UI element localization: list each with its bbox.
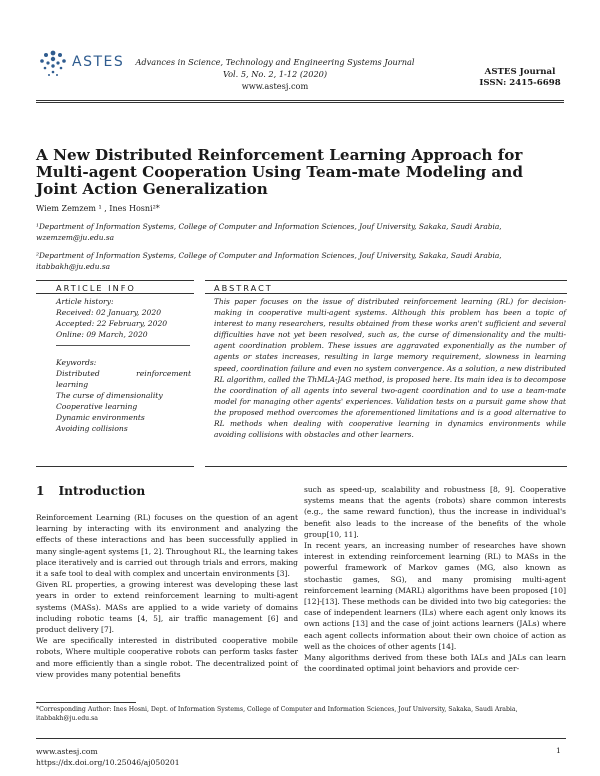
- issn-number: ISSN: 2415-6698: [479, 78, 561, 88]
- keyword-item: learning: [56, 380, 89, 389]
- body-column-right: [304, 484, 566, 674]
- paragraph: Given RL properties, a growing interest was developing these last years in order to extend reinforcement learning to multi-agent systems (MASs). MASs are applied to a wide variety of domains including robotic teams [4, 5], air traffic management [6] and product delivery [7].: [36, 580, 298, 635]
- paragraph: Many algorithms derived from these both IALs and JALs can learn the coordinated optimal joint behaviors and provide cer-: [304, 653, 566, 674]
- article-history: [56, 296, 191, 340]
- footer: [36, 746, 180, 768]
- keywords-label: Keywords:: [56, 358, 97, 367]
- received-date: Received: 02 January, 2020: [56, 308, 162, 317]
- header-rule-2: [36, 102, 564, 103]
- keyword-item: Avoiding collisions: [56, 424, 128, 433]
- paragraph: In recent years, an increasing number of researches have shown interest in extending reinforcement learning (RL) to MASs in the powerful framework of Markov games (MG, also known as stochastic games, SG), and many promising multi-agent reinforcement learning (MARL) algorithms have been proposed [10][12]-[13]. These methods can be divided into two big categories: the case of independent learners (ILs) where each agent only knows its own actions [13] and the case of joint actions learners (JALs) where each agent collects information about their own choice of action as well as the choices of other agents [14].: [304, 541, 566, 651]
- abstract-text: This paper focuses on the issue of distributed reinforcement learning (RL) for decision-making in cooperative multi-agent systems. Although this problem has been a topic of interest to many researchers, results obtained from these works aren't sufficient and several difficulties have not yet been resolved, such as, the curse of dimensionality and the multi-agent coordination problem. These issues are aggravated exponentially as the number of agents or states increases, resulting in large memory requirement, slowness in learning speed, coordination failure and even no system convergence. As a solution, a new distributed RL algorithm, called the ThMLA-JAG method, is proposed here. Its main idea is to decompose the coordination of all agents into several two-agent coordination and to use a team-mate model for managing other agents' experiences. Validation tests on a pursuit game show that the proposed method overcomes the aforementioned limitations and is a good alternative to RL methods when dealing with cooperative learning in dynamics environments while avoiding collisions with obstacles and other learners.: [214, 297, 566, 440]
- keyword-item: Dynamic environments: [56, 413, 145, 422]
- paragraph: Reinforcement Learning (RL) focuses on the question of an agent learning by interacting with its environment and analyzing the effects of these interactions and has been successfully applied in many single-agent systems [1, 2]. Throughout RL, the learning takes place iteratively and is carried out through trials and errors, making it a safe tool to deal with complex and uncertain environments [3].: [36, 513, 298, 579]
- page-number: 1: [556, 746, 561, 755]
- journal-name: Advances in Science, Technology and Engineering Systems Journal: [135, 57, 415, 67]
- journal-volume: Vol. 5, No. 2, 1-12 (2020): [222, 69, 328, 79]
- affiliation-1: ¹Department of Information Systems, College of Computer and Information Sciences, Jouf University, Sakaka, Saudi Arabia, wzemzem@ju.edu.sa: [36, 222, 502, 242]
- corresponding-author-footnote: *Corresponding Author: Ines Hosni, Dept. of Information Systems, College of Computer and Information Sciences, Jouf University, Sakaka, Saudi Arabia, itabbakh@ju.edu.sa: [36, 706, 518, 722]
- section-heading: [36, 484, 159, 498]
- paper-title: A New Distributed Reinforcement Learning Approach for Multi-agent Cooperation Using Team-mate Modeling and Joint Action Generalization: [36, 146, 523, 198]
- abstract-rule-mid: [205, 293, 567, 294]
- history-label: Article history:: [56, 297, 114, 306]
- keyword-item: Cooperative learning: [56, 402, 138, 411]
- info-rule-top: [36, 280, 194, 281]
- affiliation-2: ²Department of Information Systems, College of Computer and Information Sciences, Jouf University, Sakaka, Saudi Arabia, itabbakh@ju.edu.sa: [36, 251, 502, 271]
- astes-logo-mark-icon: [36, 48, 70, 82]
- abstract-rule-bottom: [205, 466, 567, 467]
- keywords-block: [56, 357, 191, 434]
- info-rule-mid: [36, 293, 194, 294]
- history-keywords-divider: [56, 345, 190, 346]
- section-number: 1: [36, 484, 45, 498]
- paragraph: We are specifically interested in distributed cooperative mobile robots, Where multiple cooperative robots can perform tasks faster and more efficiently than a single robot. The decentralized point of view provides many potential benefits: [36, 636, 298, 679]
- info-rule-bottom: [36, 466, 194, 467]
- issn-title: ASTES Journal: [484, 67, 556, 77]
- abstract-heading: ABSTRACT: [214, 283, 273, 293]
- keyword-item: Distributed reinforcement: [56, 369, 191, 378]
- section-title: Introduction: [58, 484, 146, 498]
- accepted-date: Accepted: 22 February, 2020: [56, 319, 168, 328]
- authors: Wiem Zemzem ¹ , Ines Hosni²*: [36, 204, 160, 213]
- abstract-rule-top: [205, 280, 567, 281]
- journal-header: [120, 56, 430, 92]
- keyword-item: The curse of dimensionality: [56, 391, 163, 400]
- logo-text: ASTES: [72, 54, 125, 70]
- footnote-rule: [36, 702, 136, 703]
- online-date: Online: 09 March, 2020: [56, 330, 148, 339]
- paragraph: such as speed-up, scalability and robustness [8, 9]. Cooperative systems means that the agents (robots) share common interests (e.g., the same reward function), thus the increase in individual's benefit also leads to the increase of the benefits of the whole group[10, 11].: [304, 485, 566, 539]
- body-column-left: [36, 512, 298, 680]
- header-rule: [36, 100, 564, 101]
- journal-url[interactable]: www.astesj.com: [241, 81, 309, 91]
- issn-block: [470, 67, 570, 89]
- article-info-heading: ARTICLE INFO: [56, 283, 136, 293]
- footer-url[interactable]: www.astesj.com: [36, 747, 98, 756]
- footer-doi[interactable]: https://dx.doi.org/10.25046/aj050201: [36, 758, 180, 767]
- footer-rule: [36, 738, 566, 739]
